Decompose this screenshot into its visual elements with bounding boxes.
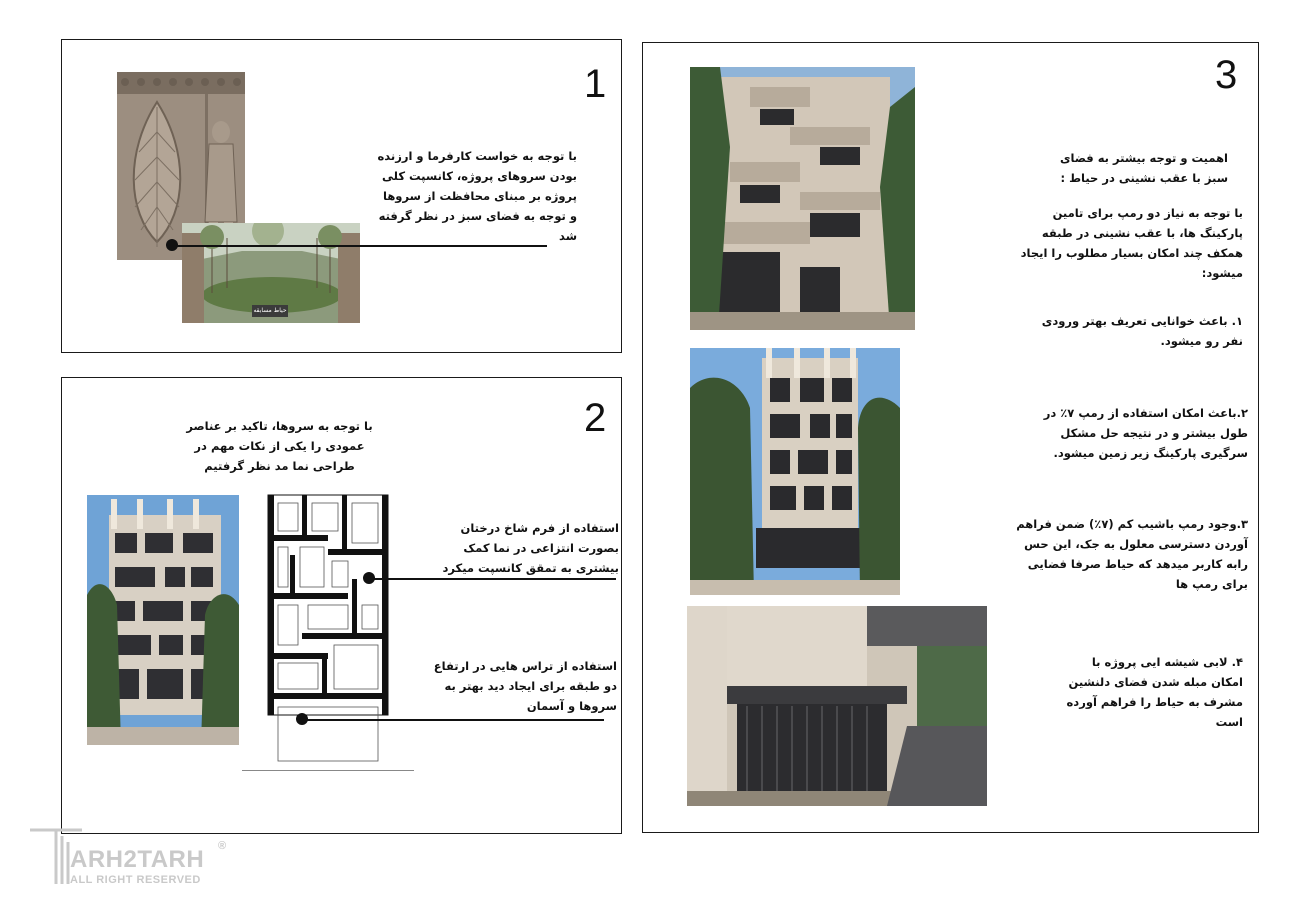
- callout-line-1: [371, 578, 616, 580]
- panel-3-heading: اهمیت و توجه بیشتر به فضای سبز با عقب نشینی در حیاط :: [1059, 151, 1228, 185]
- panel-2-note-2: استفاده از تراس هایی در ارتفاع دو طبقه برای ایجاد دید بهتر به سروها و آسمان: [433, 659, 617, 713]
- panel-2-note-1: استفاده از فرم شاخ درختان بصورت انتزاعی در نما کمک بیشتری به تمقق کانسپت میکرد: [442, 521, 619, 575]
- panel-number: 3: [1215, 53, 1238, 97]
- panel-1: [61, 39, 622, 353]
- courtyard-photo: [182, 223, 360, 323]
- panel-3-item-1: ۱. باعث خوانایی تعریف بهتر ورودی نفر رو میشود.: [1041, 314, 1243, 348]
- building-render-2: [690, 348, 900, 595]
- panel-2: [61, 377, 622, 834]
- panel-3-item-2: ۲.باعث امکان استفاده از رمپ ۷٪ در طول بیشتر و در نتیجه حل مشکل سرگیری پارکینگ زیر زمین میشود.: [1043, 406, 1248, 460]
- panel-3: [642, 42, 1259, 833]
- building-render-1: [690, 67, 915, 330]
- panel-1-description: با توجه به خواست کارفرما و ارزنده بودن سروهای پروژه، کانسپت کلی پروژه بر مبنای محافظت از سروها و توجه به فضای سبز در نظر گرفته شد: [377, 149, 577, 243]
- photo-label: حیاط مسابقه: [253, 307, 287, 314]
- panel-3-intro: با توجه به نیاز دو رمپ برای تامین پارکینگ ها، با عقب نشینی در طبقه همکف چند امکان بسیار مطلوب را ایجاد میشود:: [1020, 206, 1243, 280]
- panel-3-item-4: ۴. لابی شیشه ایی پروژه با امکان مبله شدن فضای دلنشین مشرف به حیاط را فراهم آورده است: [1066, 655, 1243, 729]
- panel-number: 1: [584, 62, 607, 106]
- panel-2-heading: با توجه به سروها، تاکید بر عناصر عمودی را یکی از نکات مهم در طراحی نما مد نظر گرفتیم: [186, 419, 373, 473]
- facade-line-drawing: [242, 493, 414, 771]
- callout-line-2: [304, 719, 604, 721]
- watermark-logo: [26, 826, 236, 888]
- panel-number: 2: [584, 396, 607, 440]
- facade-render: [87, 495, 239, 745]
- panel-3-item-3: ۳.وجود رمپ باشیب کم (۷٪) ضمن فراهم آوردن دسترسی معلول به جک، این حس رابه کاربر میدهد که حیاط صرفا فضایی برای رمپ ها: [1016, 517, 1248, 591]
- building-render-3: [687, 606, 987, 806]
- watermark-rights: ALL RIGHT RESERVED: [70, 874, 201, 886]
- watermark-registered: ®: [218, 840, 227, 852]
- watermark-brand: ARH2TARH: [70, 846, 205, 873]
